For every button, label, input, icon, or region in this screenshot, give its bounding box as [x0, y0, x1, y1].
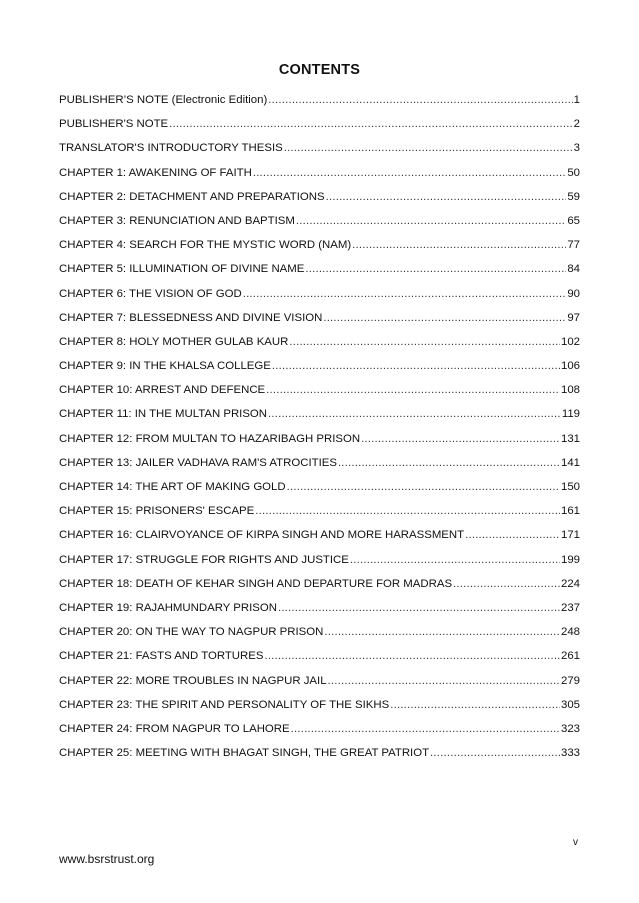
- toc-entry-page: 50: [567, 166, 580, 179]
- toc-entry[interactable]: [59, 360, 580, 384]
- toc-entry-page: 279: [560, 674, 580, 687]
- toc-entry-title: CHAPTER 25: MEETING WITH BHAGAT SINGH, THE GREAT PATRIOT: [59, 747, 430, 760]
- dot-leader: [361, 433, 560, 445]
- toc-entry-page: 261: [560, 650, 580, 663]
- toc-entry[interactable]: [59, 602, 580, 626]
- toc-entry-page: 333: [560, 747, 580, 760]
- toc-entry-title: CHAPTER 20: ON THE WAY TO NAGPUR PRISON: [59, 626, 324, 639]
- toc-entry-title: CHAPTER 10: ARREST AND DEFENCE: [59, 384, 266, 397]
- dot-leader: [390, 699, 560, 711]
- toc-entry-title: CHAPTER 22: MORE TROUBLES IN NAGPUR JAIL: [59, 674, 327, 687]
- toc-entry-title: PUBLISHER’S NOTE (Electronic Edition): [59, 94, 268, 106]
- toc-entry-title: CHAPTER 15: PRISONERS' ESCAPE: [59, 505, 255, 518]
- toc-entry[interactable]: [59, 118, 580, 142]
- toc-entry[interactable]: [59, 529, 580, 553]
- toc-entry[interactable]: [59, 747, 580, 771]
- toc-entry[interactable]: [59, 626, 580, 650]
- toc-entry-page: 150: [560, 481, 580, 493]
- dot-leader: [253, 167, 567, 179]
- toc-entry-title: CHAPTER 13: JAILER VADHAVA RAM'S ATROCITIES: [59, 456, 337, 469]
- website-url: www.bsrstrust.org: [59, 852, 155, 866]
- toc-entry[interactable]: [59, 675, 580, 699]
- toc-entry-page: 97: [567, 311, 580, 324]
- toc-entry-page: 248: [560, 626, 580, 639]
- dot-leader: [268, 94, 572, 106]
- dot-leader: [465, 529, 560, 541]
- toc-entry-page: 65: [567, 214, 580, 227]
- dot-leader: [453, 578, 560, 590]
- toc-entry[interactable]: [59, 336, 580, 360]
- toc-entry-title: CHAPTER 6: THE VISION OF GOD: [59, 287, 242, 300]
- toc-entry-title: CHAPTER 8: HOLY MOTHER GULAB KAUR: [59, 335, 289, 348]
- toc-entry-page: 3: [573, 142, 580, 155]
- toc-entry[interactable]: [59, 481, 580, 505]
- dot-leader: [296, 215, 566, 227]
- toc-entry-page: 1: [573, 94, 580, 106]
- dot-leader: [284, 142, 573, 154]
- dot-leader: [328, 675, 560, 687]
- toc-entry-title: CHAPTER 23: THE SPIRIT AND PERSONALITY OF THE SIKHS: [59, 698, 390, 711]
- toc-entry-page: 305: [560, 698, 580, 711]
- toc-entry[interactable]: [59, 408, 580, 432]
- dot-leader: [338, 457, 560, 469]
- dot-leader: [291, 723, 560, 735]
- toc-entry[interactable]: [59, 699, 580, 723]
- toc-entry-title: CHAPTER 21: FASTS AND TORTURES: [59, 650, 264, 663]
- toc-entry-page: 161: [560, 505, 580, 518]
- dot-leader: [255, 505, 560, 517]
- dot-leader: [350, 554, 560, 566]
- toc-entry-title: CHAPTER 4: SEARCH FOR THE MYSTIC WORD (NAM): [59, 239, 352, 252]
- dot-leader: [287, 481, 560, 493]
- toc-entry-page: 108: [560, 384, 580, 397]
- toc-entry-page: 171: [560, 529, 580, 542]
- toc-entry-page: 102: [560, 335, 580, 348]
- toc-entry[interactable]: [59, 142, 580, 166]
- toc-entry-page: 106: [560, 360, 580, 373]
- toc-entry-title: CHAPTER 14: THE ART OF MAKING GOLD: [59, 481, 286, 493]
- toc-entry[interactable]: [59, 554, 580, 578]
- toc-entry-page: 199: [560, 553, 580, 566]
- toc-entry-title: CHAPTER 5: ILLUMINATION OF DIVINE NAME: [59, 263, 305, 276]
- toc-entry-title: CHAPTER 11: IN THE MULTAN PRISON: [59, 408, 268, 421]
- dot-leader: [169, 118, 573, 130]
- toc-entry-title: PUBLISHER'S NOTE: [59, 118, 169, 131]
- dot-leader: [278, 602, 560, 614]
- toc-entry-title: CHAPTER 2: DETACHMENT AND PREPARATIONS: [59, 190, 325, 203]
- toc-entry[interactable]: [59, 723, 580, 747]
- toc-entry[interactable]: [59, 263, 580, 287]
- toc-entry[interactable]: [59, 433, 580, 457]
- toc-entry-title: CHAPTER 16: CLAIRVOYANCE OF KIRPA SINGH AND MORE HARASSMENT: [59, 529, 465, 542]
- dot-leader: [272, 360, 560, 372]
- toc-entry-page: 119: [561, 408, 580, 421]
- toc-entry[interactable]: [59, 457, 580, 481]
- toc-entry-title: CHAPTER 12: FROM MULTAN TO HAZARIBAGH PRISON: [59, 432, 361, 445]
- toc-entry[interactable]: [59, 384, 580, 408]
- toc-entry-page: 323: [560, 722, 580, 735]
- dot-leader: [324, 626, 560, 638]
- toc-entry-page: 59: [567, 190, 580, 203]
- toc-entry[interactable]: [59, 650, 580, 674]
- page-number: v: [573, 837, 578, 848]
- dot-leader: [326, 191, 567, 203]
- toc-entry-page: 84: [567, 263, 580, 276]
- toc-entry[interactable]: [59, 94, 580, 118]
- toc-entry-title: CHAPTER 3: RENUNCIATION AND BAPTISM: [59, 214, 295, 227]
- dot-leader: [264, 650, 560, 662]
- page-title: CONTENTS: [278, 62, 361, 78]
- dot-leader: [266, 384, 560, 396]
- toc-entry-title: CHAPTER 24: FROM NAGPUR TO LAHORE: [59, 722, 290, 735]
- toc-entry-title: CHAPTER 18: DEATH OF KEHAR SINGH AND DEPARTURE FOR MADRAS: [59, 577, 453, 590]
- toc-entry[interactable]: [59, 167, 580, 191]
- toc-entry-page: 131: [560, 432, 580, 445]
- dot-leader: [430, 747, 560, 759]
- toc-entry[interactable]: [59, 312, 580, 336]
- dot-leader: [323, 312, 566, 324]
- toc-entry-title: CHAPTER 19: RAJAHMUNDARY PRISON: [59, 601, 277, 614]
- table-of-contents: [59, 94, 580, 771]
- toc-entry[interactable]: [59, 191, 580, 215]
- toc-entry-page: 224: [560, 577, 580, 590]
- dot-leader: [289, 336, 560, 348]
- toc-entry-title: TRANSLATOR'S INTRODUCTORY THESIS: [59, 142, 283, 155]
- toc-entry-page: 77: [567, 239, 580, 252]
- toc-entry-page: 237: [560, 601, 580, 614]
- toc-entry-title: CHAPTER 17: STRUGGLE FOR RIGHTS AND JUSTICE: [59, 553, 349, 566]
- toc-entry[interactable]: [59, 505, 580, 529]
- toc-entry-title: CHAPTER 1: AWAKENING OF FAITH: [59, 166, 252, 179]
- toc-entry[interactable]: [59, 288, 580, 312]
- dot-leader: [305, 263, 566, 275]
- toc-entry-page: 90: [567, 287, 580, 300]
- toc-entry-title: CHAPTER 7: BLESSEDNESS AND DIVINE VISION: [59, 311, 323, 324]
- toc-entry[interactable]: [59, 239, 580, 263]
- toc-entry[interactable]: [59, 578, 580, 602]
- toc-entry-page: 2: [573, 118, 580, 131]
- toc-entry-page: 141: [560, 456, 580, 469]
- dot-leader: [268, 408, 561, 420]
- dot-leader: [243, 288, 567, 300]
- toc-entry-title: CHAPTER 9: IN THE KHALSA COLLEGE: [59, 360, 271, 373]
- dot-leader: [352, 239, 566, 251]
- toc-entry[interactable]: [59, 215, 580, 239]
